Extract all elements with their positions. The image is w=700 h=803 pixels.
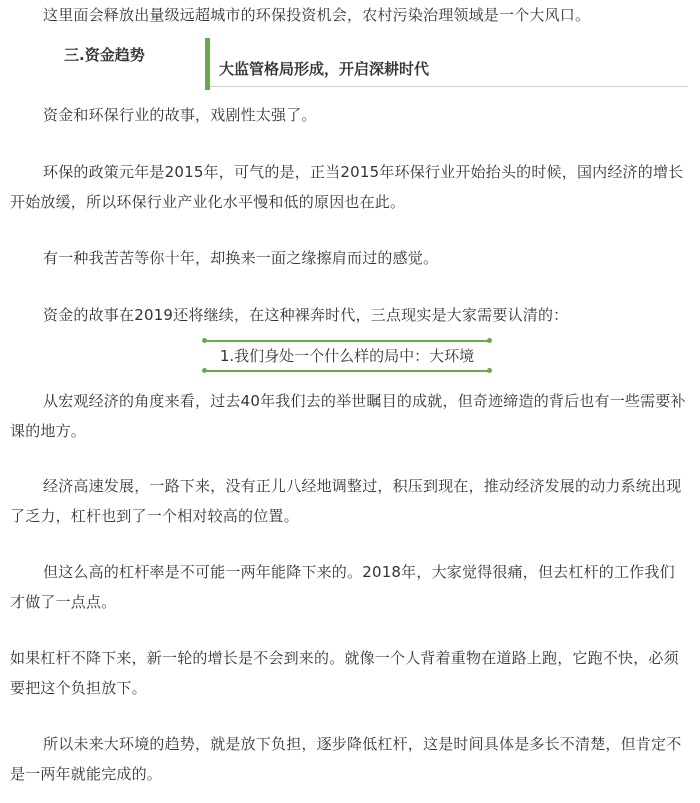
section-title: 大监管格局形成，开启深耕时代 (219, 60, 430, 78)
paragraph-intro: 这里面会释放出量级远超城市的环保投资机会，农村污染治理领域是一个大风口。 (43, 6, 591, 24)
section-divider (210, 86, 688, 87)
subsection-dot (487, 368, 492, 373)
paragraph: 环保的政策元年是2015年，可气的是，正当2015年环保行业开始抬头的时候，国内经济的增长开始放缓，所以环保行业产业化水平慢和低的原因也在此。 (10, 163, 684, 211)
subsection-dot (202, 338, 207, 343)
paragraph: 资金和环保行业的故事，戏剧性太强了。 (43, 106, 317, 124)
subsection-bottom-line (204, 370, 490, 372)
section-accent-bar (205, 38, 210, 90)
paragraph: 有一种我苦苦等你十年，却换来一面之缘擦肩而过的感觉。 (43, 249, 439, 267)
subsection-header (204, 336, 490, 378)
paragraph: 所以未来大环境的趋势，就是放下负担，逐步降低杠杆，这是时间具体是多长不清楚，但肯定不是一两年就能完成的。 (10, 735, 682, 783)
subsection-dot (202, 368, 207, 373)
paragraph: 但这么高的杠杆率是不可能一两年能降下来的。2018年，大家觉得很痛，但去杠杆的工作我们才做了一点点。 (10, 563, 675, 611)
paragraph: 资金的故事在2019还将继续，在这种裸奔时代，三点现实是大家需要认清的： (43, 306, 569, 324)
subsection-title: 1.我们身处一个什么样的局中：大环境 (219, 347, 475, 365)
section-header (0, 36, 700, 92)
subsection-dot (487, 338, 492, 343)
paragraph: 从宏观经济的角度来看，过去40年我们去的举世瞩目的成就，但奇迹缔造的背后也有一些需要补课的地方。 (10, 392, 686, 440)
subsection-top-line (204, 340, 490, 342)
paragraph: 经济高速发展，一路下来，没有正儿八经地调整过，积压到现在，推动经济发展的动力系统出现了乏力，杠杆也到了一个相对较高的位置。 (10, 477, 682, 525)
section-number: 三.资金趋势 (64, 46, 145, 64)
paragraph: 如果杠杆不降下来，新一轮的增长是不会到来的。就像一个人背着重物在道路上跑，它跑不快，必须要把这个负担放下。 (10, 649, 679, 697)
